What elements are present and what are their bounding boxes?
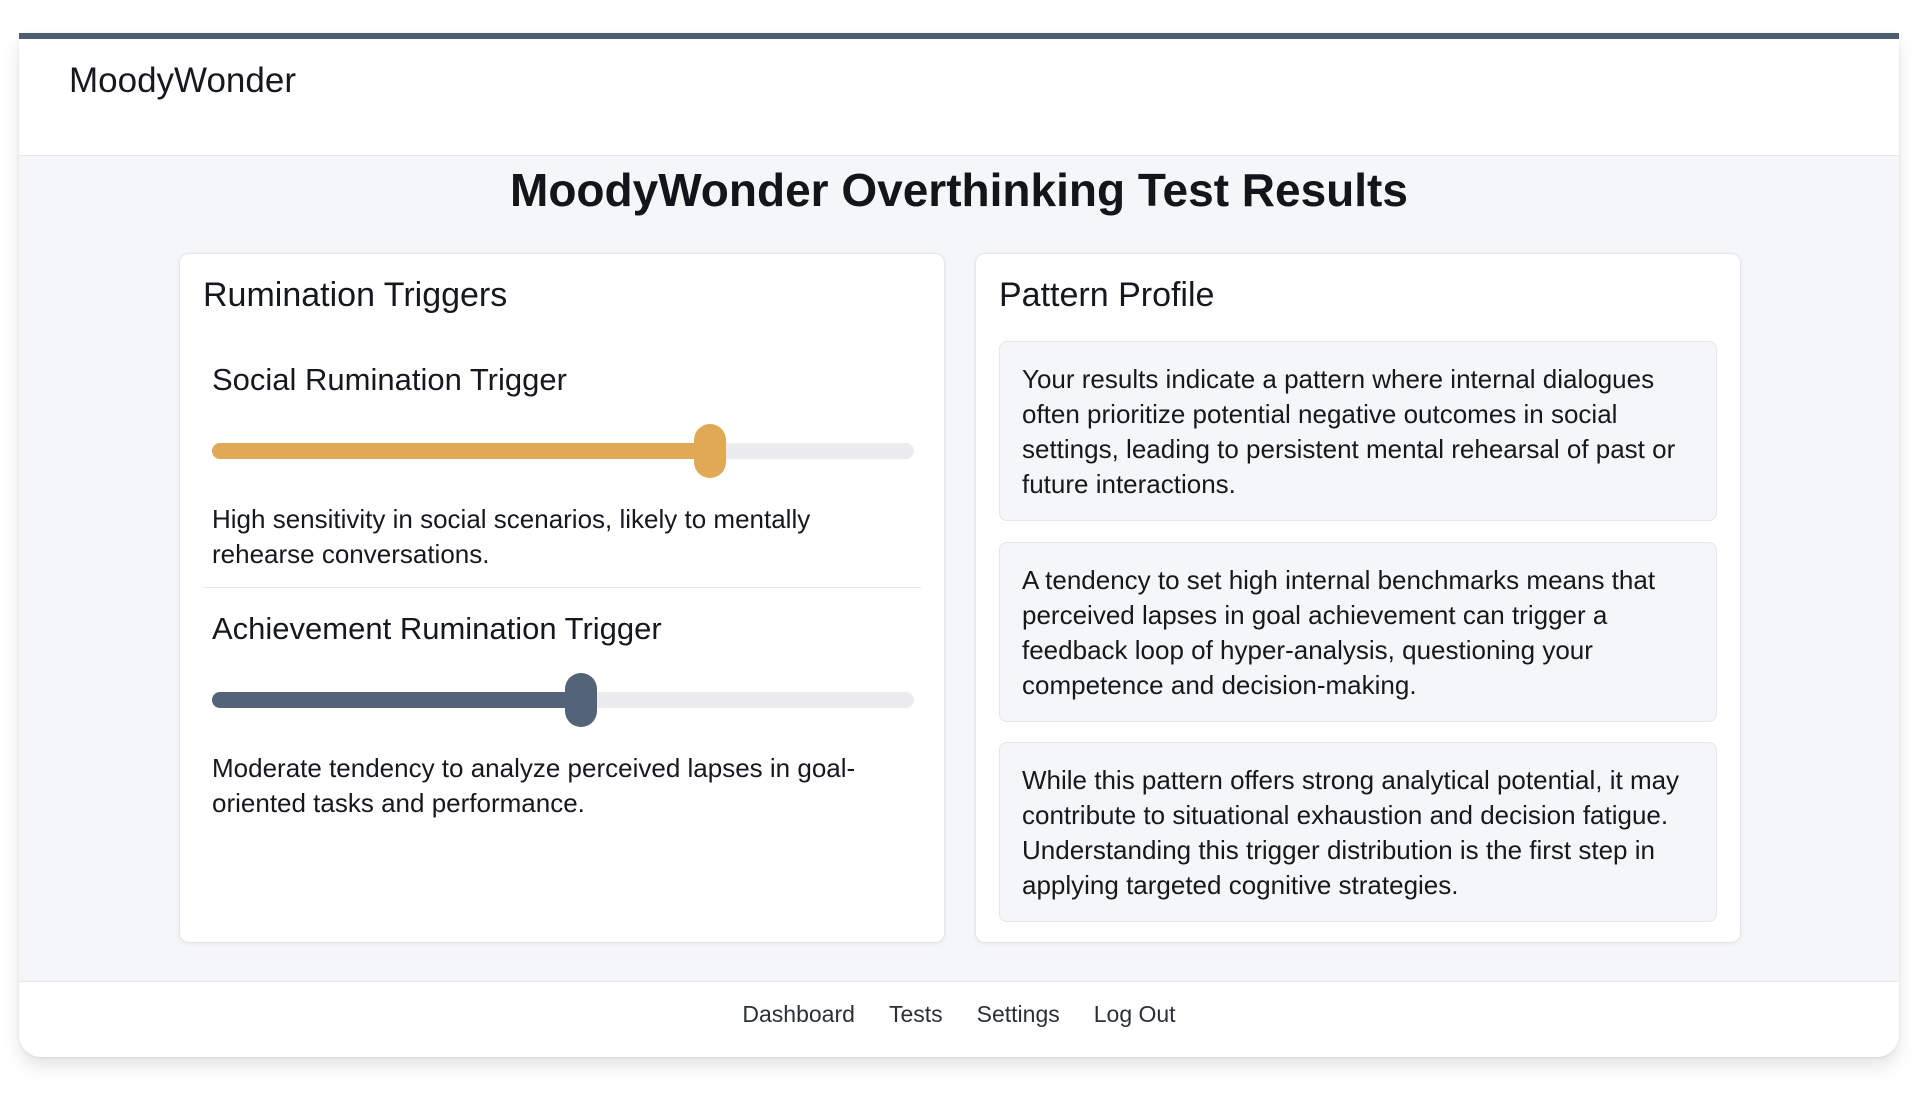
app-window	[19, 33, 1899, 1057]
trigger-social	[212, 362, 914, 572]
slider-thumb[interactable]	[565, 673, 597, 727]
footer-link-settings[interactable]: Settings	[976, 1001, 1060, 1027]
trigger-description: High sensitivity in social scenarios, likely to mentally rehearse conversations.	[212, 504, 811, 569]
card-title: Rumination Triggers	[203, 276, 508, 314]
achievement-trigger-slider[interactable]	[212, 673, 914, 727]
slider-thumb[interactable]	[694, 424, 726, 478]
page-title: MoodyWonder Overthinking Test Results	[510, 164, 1408, 216]
social-trigger-slider[interactable]	[212, 424, 914, 478]
footer-link-dashboard[interactable]: Dashboard	[742, 1001, 855, 1027]
trigger-achievement	[212, 611, 914, 821]
divider	[203, 587, 921, 588]
footer-nav	[19, 981, 1899, 1057]
trigger-title: Achievement Rumination Trigger	[212, 611, 662, 646]
header	[19, 39, 1899, 156]
slider-fill	[212, 692, 581, 708]
app-title[interactable]: MoodyWonder	[69, 61, 296, 100]
profile-paragraph: Your results indicate a pattern where internal dialogues often prioritize potential negative outcomes in social settings, leading to persistent mental rehearsal of past or future interactions.	[999, 341, 1717, 521]
slider-fill	[212, 443, 710, 459]
footer-link-log-out[interactable]: Log Out	[1093, 1001, 1176, 1027]
profile-paragraph: A tendency to set high internal benchmarks means that perceived lapses in goal achievement can trigger a feedback loop of hyper-analysis, questioning your competence and decision-making.	[999, 542, 1717, 722]
profile-paragraph: While this pattern offers strong analytical potential, it may contribute to situational exhaustion and decision fatigue. Understanding this trigger distribution is the first step in applying targeted cognitive strategies.	[999, 742, 1717, 922]
trigger-title: Social Rumination Trigger	[212, 362, 567, 397]
pattern-profile-card	[975, 253, 1741, 943]
footer-link-tests[interactable]: Tests	[888, 1001, 943, 1027]
card-title: Pattern Profile	[999, 276, 1215, 314]
trigger-description: Moderate tendency to analyze perceived lapses in goal-oriented tasks and performance.	[212, 753, 856, 818]
rumination-triggers-card	[179, 253, 945, 943]
